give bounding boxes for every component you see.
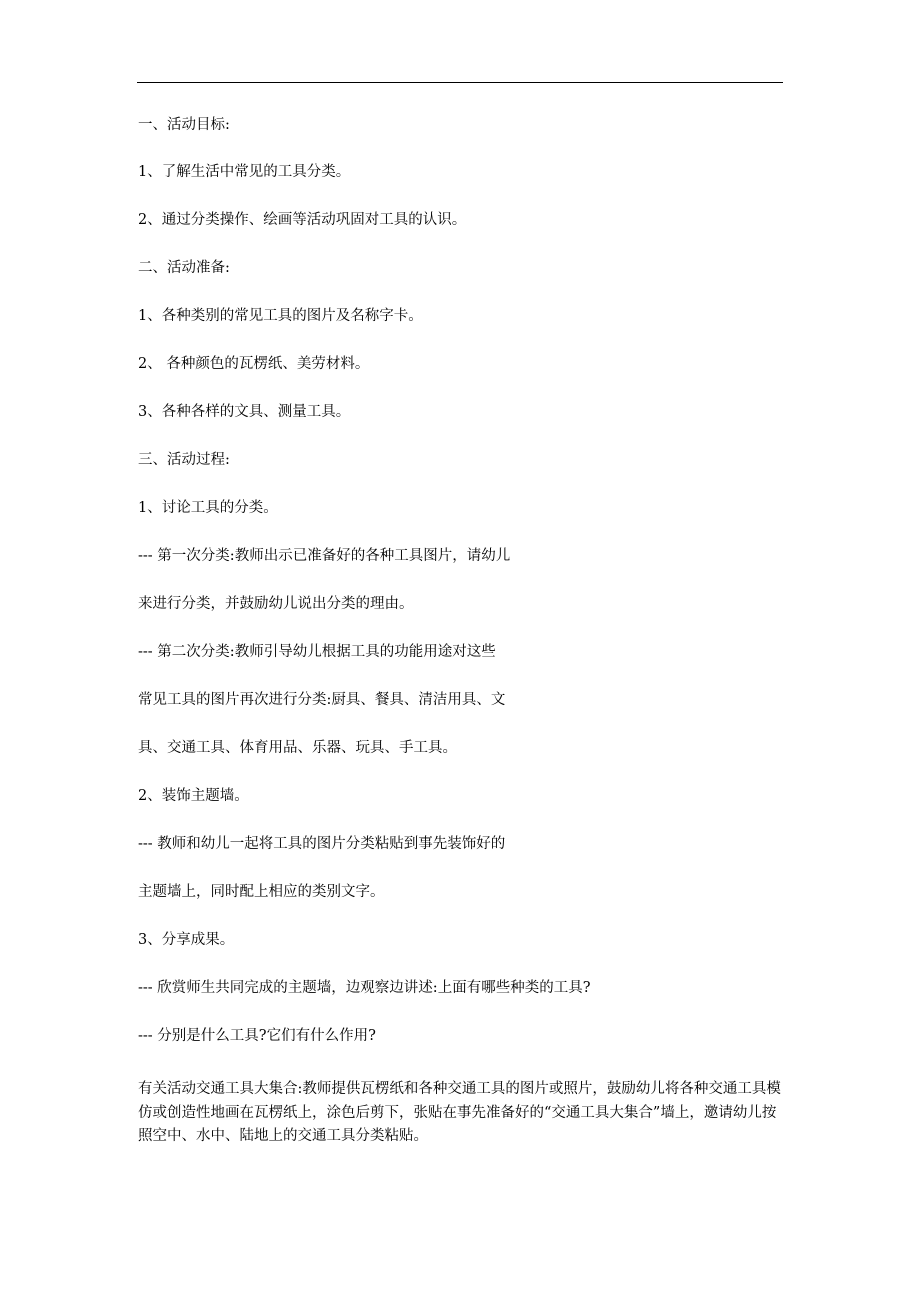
process-text-line: 常见工具的图片再次进行分类:厨具、餐具、清洁用具、文 bbox=[138, 692, 506, 708]
process-text-line: --- 欣赏师生共同完成的主题墙，边观察边讲述:上面有哪些种类的工具? bbox=[138, 980, 591, 996]
process-text-line: --- 教师和幼儿一起将工具的图片分类粘贴到事先装饰好的 bbox=[138, 836, 506, 852]
process-step-2: 2、装饰主题墙。 bbox=[138, 788, 249, 804]
process-text-line: 来进行分类，并鼓励幼儿说出分类的理由。 bbox=[138, 596, 414, 612]
section-heading-process: 三、活动过程: bbox=[138, 452, 230, 468]
process-step-1: 1、讨论工具的分类。 bbox=[138, 500, 278, 516]
preparation-item-3: 3、各种各样的文具、测量工具。 bbox=[138, 404, 351, 420]
goal-item-1: 1、了解生活中常见的工具分类。 bbox=[138, 164, 351, 180]
process-text-line: --- 第二次分类:教师引导幼儿根据工具的功能用途对这些 bbox=[138, 644, 496, 660]
process-text-line: 具、交通工具、体育用品、乐器、玩具、手工具。 bbox=[138, 740, 457, 756]
preparation-item-1: 1、各种类别的常见工具的图片及名称字卡。 bbox=[138, 308, 423, 324]
process-step-3: 3、分享成果。 bbox=[138, 932, 235, 948]
process-text-line: --- 分别是什么工具?它们有什么作用? bbox=[138, 1028, 376, 1044]
preparation-item-2: 2、 各种颜色的瓦楞纸、美劳材料。 bbox=[138, 356, 370, 372]
process-text-line: --- 第一次分类:教师出示已准备好的各种工具图片，请幼儿 bbox=[138, 548, 511, 564]
process-text-line: 主题墙上，同时配上相应的类别文字。 bbox=[138, 884, 385, 900]
section-heading-goals: 一、活动目标: bbox=[138, 117, 230, 133]
section-heading-preparation: 二、活动准备: bbox=[138, 260, 230, 276]
header-rule bbox=[137, 82, 783, 83]
goal-item-2: 2、通过分类操作、绘画等活动巩固对工具的认识。 bbox=[138, 212, 467, 228]
related-activity-paragraph: 有关活动交通工具大集合:教师提供瓦楞纸和各种交通工具的图片或照片，鼓励幼儿将各种交通工具模仿或创造性地画在瓦楞纸上，涂色后剪下，张贴在事先准备好的“交通工具大集合”墙上，邀请幼儿按照空中、水中、陆地上的交通工具分类粘贴。 bbox=[138, 1081, 781, 1144]
